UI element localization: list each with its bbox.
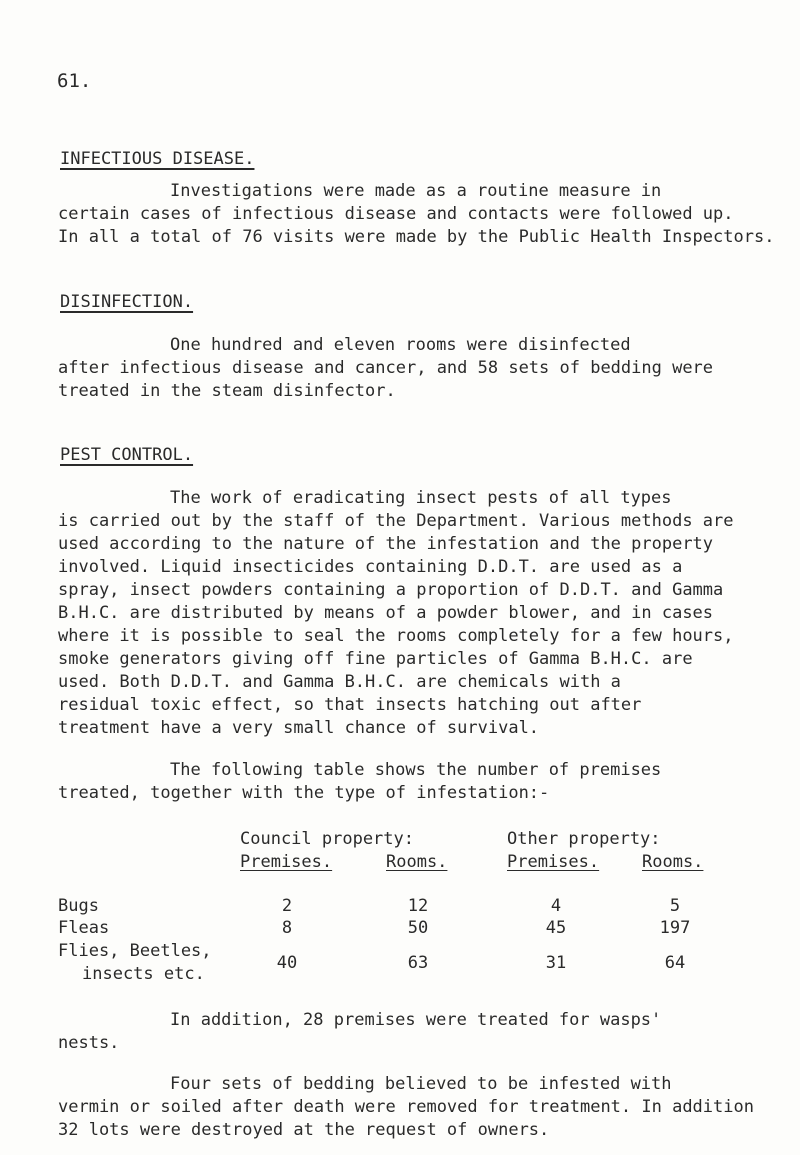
table-cell: 63 <box>407 953 429 973</box>
paragraph-line: The following table shows the number of premises <box>170 760 662 780</box>
table-cell: 45 <box>545 918 567 938</box>
table-cell: 40 <box>276 953 298 973</box>
table-row-label: Flies, Beetles, <box>58 941 212 961</box>
paragraph-line: The work of eradicating insect pests of all types <box>170 488 672 508</box>
table-row-label: Bugs <box>58 896 99 916</box>
table-cell: 2 <box>281 896 293 916</box>
paragraph-line: used. Both D.D.T. and Gamma B.H.C. are chemicals with a <box>58 672 621 692</box>
paragraph-line: In addition, 28 premises were treated for wasps' <box>170 1010 662 1030</box>
paragraph-line: involved. Liquid insecticides containing D.D.T. are used as a <box>58 557 683 577</box>
paragraph-line: after infectious disease and cancer, and 58 sets of bedding were <box>58 358 714 378</box>
paragraph-line: residual toxic effect, so that insects hatching out after <box>58 695 642 715</box>
table-cell: 64 <box>664 953 686 973</box>
table-cell: 31 <box>545 953 567 973</box>
table-column-header: Premises. <box>507 852 600 872</box>
paragraph-line: smoke generators giving off fine particles of Gamma B.H.C. are <box>58 649 693 669</box>
paragraph-line: treatment have a very small chance of survival. <box>58 718 540 738</box>
paragraph-line: treated, together with the type of infestation:- <box>58 783 550 803</box>
paragraph-line: where it is possible to seal the rooms completely for a few hours, <box>58 626 734 646</box>
table-row-label: Fleas <box>58 918 110 938</box>
table-cell: 50 <box>407 918 429 938</box>
section-heading-infectious: INFECTIOUS DISEASE. <box>60 149 255 169</box>
table-column-header: Rooms. <box>642 852 704 872</box>
paragraph-line: In all a total of 76 visits were made by the Public Health Inspectors. <box>58 227 775 247</box>
paragraph-line: certain cases of infectious disease and contacts were followed up. <box>58 204 734 224</box>
table-column-header: Rooms. <box>386 852 448 872</box>
paragraph-line: One hundred and eleven rooms were disinfected <box>170 335 631 355</box>
paragraph-line: Four sets of bedding believed to be infested with <box>170 1074 672 1094</box>
paragraph-line: 32 lots were destroyed at the request of owners. <box>58 1120 550 1140</box>
paragraph-line: B.H.C. are distributed by means of a powder blower, and in cases <box>58 603 714 623</box>
paragraph-line: vermin or soiled after death were removed for treatment. In addition <box>58 1097 754 1117</box>
paragraph-line: treated in the steam disinfector. <box>58 381 396 401</box>
table-cell: 5 <box>669 896 681 916</box>
table-column-header: Premises. <box>240 852 333 872</box>
section-heading-pest-control: PEST CONTROL. <box>60 445 194 465</box>
paragraph-line: used according to the nature of the infestation and the property <box>58 534 714 554</box>
table-row-label-continued: insects etc. <box>82 964 205 984</box>
paragraph-line: spray, insect powders containing a proportion of D.D.T. and Gamma <box>58 580 724 600</box>
table-cell: 12 <box>407 896 429 916</box>
page-number: 61. <box>57 70 92 92</box>
table-group-header-other: Other property: <box>507 829 661 849</box>
table-cell: 8 <box>281 918 293 938</box>
paragraph-line: nests. <box>58 1033 120 1053</box>
section-heading-disinfection: DISINFECTION. <box>60 292 194 312</box>
table-group-header-council: Council property: <box>240 829 414 849</box>
table-cell: 4 <box>550 896 562 916</box>
table-cell: 197 <box>659 918 691 938</box>
paragraph-line: Investigations were made as a routine measure in <box>170 181 662 201</box>
paragraph-line: is carried out by the staff of the Department. Various methods are <box>58 511 734 531</box>
